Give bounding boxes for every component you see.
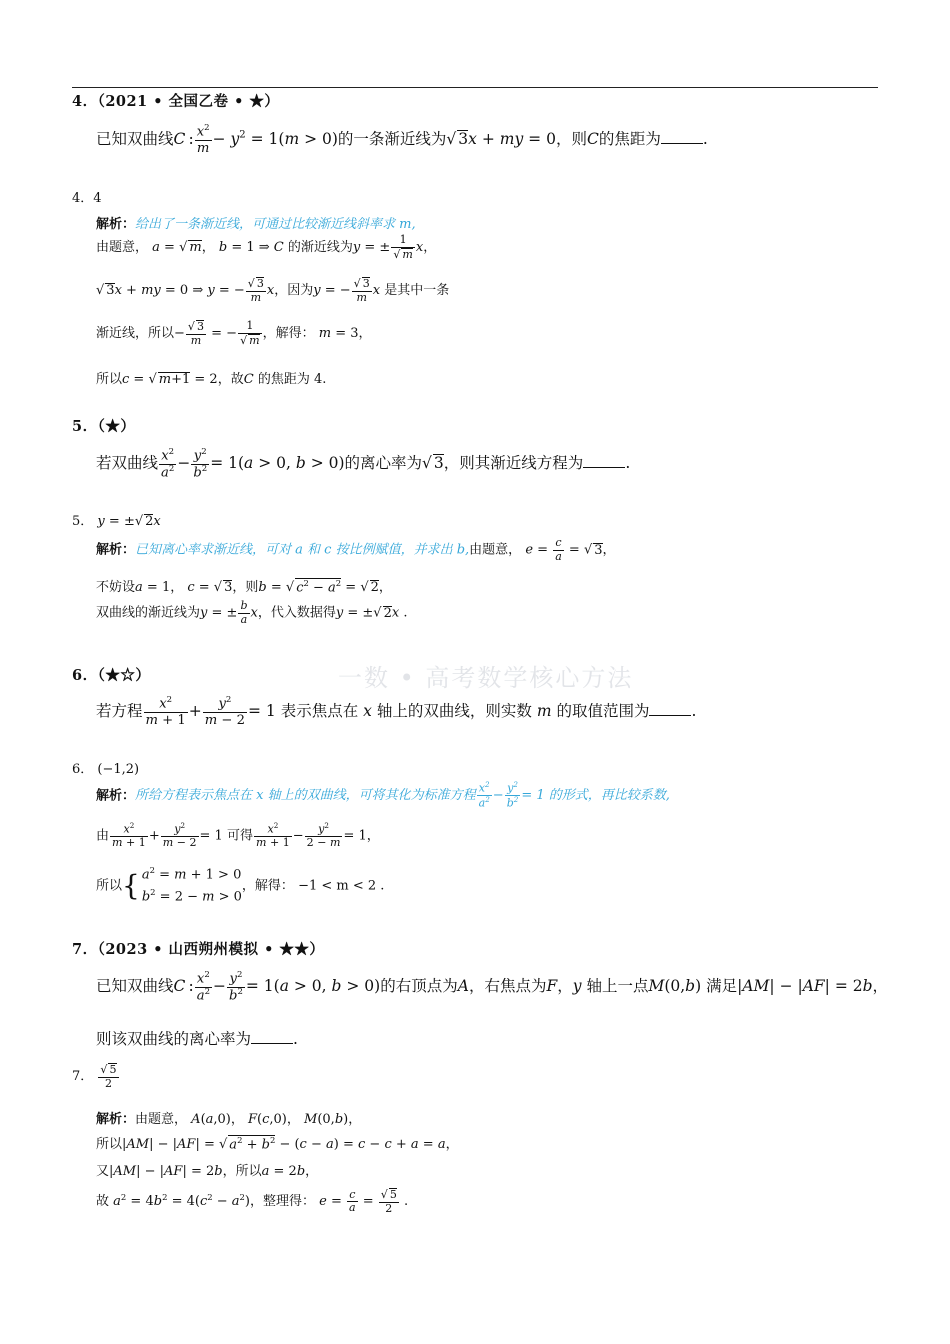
watermark: 一数 • 高考数学核心方法 [338,664,634,692]
solution-4-line-3: 渐近线，所以− $\frac{√ 3}{m}$ = − $\frac{1}{√ m}$ ，解得： m = 3， [96,319,372,347]
solution-7-line-1: 解析：由题意， A(a,0)， F(c,0)， M(0,b)， [96,1112,362,1127]
solution-6-line-2: 所以{ $a^2 = m + 1 > 0$ $b^2 = 2 - m > 0$ ，解得： −1 < m < 2 . [96,865,385,905]
solution-7-line-4: 故 $a^2 = 4b^2 = 4(c^2 - a^2)$，整理得： e = $\frac{c}{a}$ = $\frac{√ 5}{2}$ . [96,1187,409,1215]
question-5-header: 5．（★） [72,418,136,435]
solution-7-line-2: 所以|AM| − |AF| = √ $a^2 + b^2 - (c - a) = c - c + a = a$， [96,1134,459,1152]
answer-6: 6． (−1,2) [72,762,140,777]
question-5-text: 若双曲线 $\frac{x^2}{a^2}$ − $\frac{y^2}{b^2}$ = 1(a > 0, b > 0)的离心率为√ 3，则其渐近线方程为 . [96,447,631,480]
question-6-text: 若方程 $\frac{x^2}{m + 1}$ + $\frac{y^2}{m - 2}$ = 1 表示焦点在 x 轴上的双曲线，则实数 m 的取值范围为 . [96,695,697,728]
solution-7-line-3: 又|AM| − |AF| = 2b，所以a = 2b， [96,1164,319,1179]
answer-7: 7． $\frac{√ 5}{2}$ [72,1063,117,1090]
solution-4-line-2: √ 3x + my = 0 ⇒ y = − $\frac{√ 3}{m}$ x，因为y = − $\frac{√ 3}{m}$ x 是其中一条 [96,277,450,304]
answer-4: 4．4 [72,191,102,206]
question-7-text-line-2: 则该双曲线的离心率为 . [96,1030,298,1048]
solution-4-line-4: 所以c = √ m+1 = 2，故C 的焦距为 4. [96,372,327,387]
solution-5-line-3: 双曲线的渐近线为y = ± $\frac{b}{a}$ x，代入数据得y = ±√ 2x . [96,599,408,626]
solution-4-line-hint: 解析：给出了一条渐近线，可通过比较渐近线斜率求 m, [96,217,416,232]
answer-blank [583,455,625,468]
answer-blank [251,1031,293,1044]
solution-4-line-1: 由题意， a = √ m， b = 1 ⇒ C 的渐近线为y = ± $\frac{1}{√ m}$ x， [96,233,437,261]
question-4-text: 已知双曲线C : $\frac{x^2}{m}$ − $y^2 = 1(m > 0)$的一条渐近线为√ 3x + my = 0，则C的焦距为 . [96,123,708,156]
question-4-header: 4．（2021 • 全国乙卷 • ★） [72,93,280,110]
question-7-header: 7．（2023 • 山西朔州模拟 • ★★） [72,941,325,958]
question-7-text: 已知双曲线C : $\frac{x^2}{a^2}$ − $\frac{y^2}{b^2}$ = 1(a > 0, b > 0)的右顶点为A，右焦点为F，y 轴上一点M(0,b) 满足|AM| − |AF| = 2b， [96,970,889,1003]
solution-6-line-1: 由 $\frac{x^2}{m + 1}$ + $\frac{y^2}{m - 2}$ = 1 可得 $\frac{x^2}{m + 1}$ − $\frac{y^2}{2 - m}$ = 1， [96,821,380,850]
top-rule [72,87,878,88]
solution-5-line-1: 解析：已知离心率求渐近线，可对 a 和 c 按比例赋值，并求出 b,由题意， e = $\frac{c}{a}$ = √ 3， [96,536,616,563]
answer-5: 5． y = ±√ 2x [72,514,161,529]
question-6-header: 6．（★☆） [72,667,151,684]
answer-blank [649,703,691,716]
answer-blank [661,131,703,144]
solution-6-line-hint: 解析：所给方程表示焦点在 x 轴上的双曲线，可将其化为标准方程 $\frac{x^2}{a^2}$ − $\frac{y^2}{b^2}$ = 1 的形式，再比较系数, [96,780,670,811]
solution-5-line-2: 不妨设a = 1， c = √ 3，则b = √ $c^2 - a^2$ = √ 2， [96,577,392,595]
